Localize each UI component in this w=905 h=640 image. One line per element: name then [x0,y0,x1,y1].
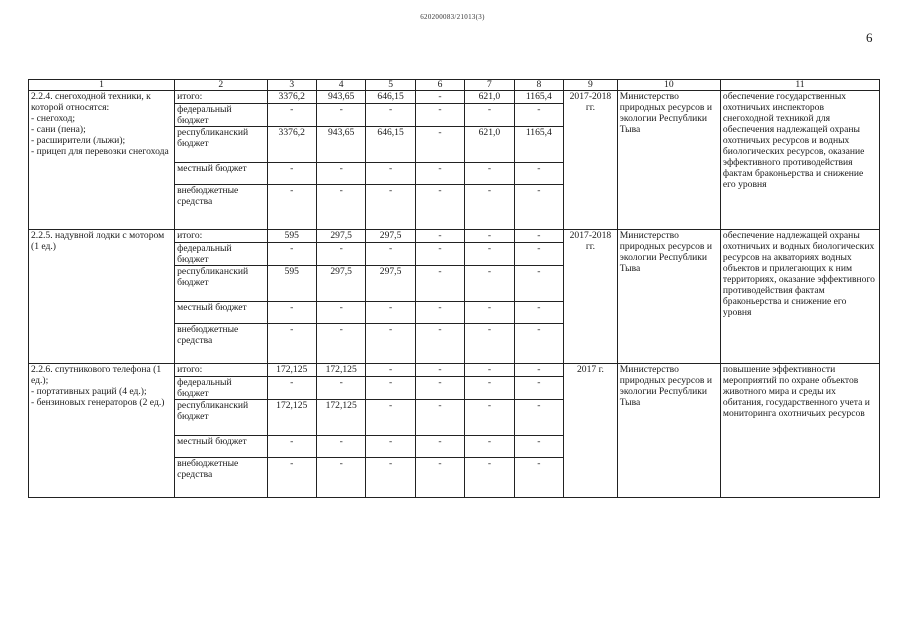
amount-cell: - [316,436,365,458]
amount-cell: - [366,458,415,498]
amount-cell: 297,5 [316,230,365,243]
amount-cell: - [415,377,464,400]
amount-cell: - [514,400,563,436]
document-code: 620200083/21013(3) [420,13,485,21]
period-cell: 2017 г. [564,364,618,498]
funding-source-label: итого: [175,364,267,377]
amount-cell: - [267,163,316,185]
amount-cell: - [465,266,514,302]
amount-cell: 297,5 [366,266,415,302]
amount-cell: 297,5 [316,266,365,302]
amount-cell: 595 [267,230,316,243]
amount-cell: - [415,185,464,230]
executor-cell: Министерство природных ресурсов и экологии Республики Тыва [617,230,720,364]
amount-cell: - [514,364,563,377]
header-cell: 3 [267,80,316,91]
amount-cell: - [267,324,316,364]
header-cell: 5 [366,80,415,91]
amount-cell: - [415,364,464,377]
amount-cell: - [366,436,415,458]
amount-cell: - [316,302,365,324]
funding-source-label: республиканский бюджет [175,400,267,436]
amount-cell: - [316,377,365,400]
amount-cell: - [267,377,316,400]
amount-cell: - [415,458,464,498]
amount-cell: 621,0 [465,127,514,163]
amount-cell: - [415,243,464,266]
table-row [29,230,880,243]
amount-cell: - [366,243,415,266]
amount-cell: - [366,302,415,324]
amount-cell: 172,125 [267,400,316,436]
amount-cell: 943,65 [316,91,365,104]
header-cell: 1 [29,80,175,91]
amount-cell: - [316,163,365,185]
header-cell: 6 [415,80,464,91]
amount-cell: - [415,400,464,436]
funding-source-label: итого: [175,230,267,243]
funding-source-label: федеральный бюджет [175,243,267,266]
section-title: 2.2.6. спутникового телефона (1 ед.); - портативных раций (4 ед.); - бензиновых генераторов (2 ед.) [29,364,175,498]
budget-table [28,79,880,498]
section-title: 2.2.4. снегоходной техники, к которой относятся: - снегоход; - сани (пена); - расширители (лыжи); - прицеп для перевозки снегохода [29,91,175,230]
header-cell: 11 [720,80,879,91]
amount-cell: - [465,185,514,230]
amount-cell: 172,125 [267,364,316,377]
funding-source-label: республиканский бюджет [175,127,267,163]
funding-source-label: итого: [175,91,267,104]
executor-cell: Министерство природных ресурсов и экологии Республики Тыва [617,91,720,230]
funding-source-label: внебюджетные средства [175,324,267,364]
header-cell: 2 [175,80,267,91]
amount-cell: 621,0 [465,91,514,104]
amount-cell: 595 [267,266,316,302]
amount-cell: - [465,436,514,458]
funding-source-label: местный бюджет [175,436,267,458]
amount-cell: - [514,377,563,400]
amount-cell: - [465,104,514,127]
funding-source-label: местный бюджет [175,163,267,185]
amount-cell: - [465,377,514,400]
amount-cell: - [514,458,563,498]
amount-cell: - [366,163,415,185]
page-number: 6 [866,30,873,45]
amount-cell: 1165,4 [514,127,563,163]
amount-cell: - [316,243,365,266]
amount-cell: - [415,436,464,458]
amount-cell: - [366,400,415,436]
amount-cell: - [366,185,415,230]
amount-cell: - [267,458,316,498]
amount-cell: - [514,243,563,266]
period-cell: 2017-2018 гг. [564,91,618,230]
amount-cell: - [267,104,316,127]
executor-cell: Министерство природных ресурсов и экологии Республики Тыва [617,364,720,498]
funding-source-label: внебюджетные средства [175,458,267,498]
amount-cell: - [465,302,514,324]
section-title: 2.2.5. надувной лодки с мотором (1 ед.) [29,230,175,364]
amount-cell: - [415,163,464,185]
amount-cell: - [465,364,514,377]
amount-cell: - [366,324,415,364]
amount-cell: - [267,436,316,458]
amount-cell: 3376,2 [267,127,316,163]
header-cell: 7 [465,80,514,91]
amount-cell: - [366,377,415,400]
amount-cell: - [415,91,464,104]
amount-cell: - [514,302,563,324]
amount-cell: - [514,436,563,458]
amount-cell: - [316,185,365,230]
header-cell: 9 [564,80,618,91]
amount-cell: - [366,364,415,377]
funding-source-label: федеральный бюджет [175,377,267,400]
header-cell: 10 [617,80,720,91]
amount-cell: - [366,104,415,127]
result-cell: повышение эффективности мероприятий по охране объектов животного мира и среды их обитания, государственного учета и мониторинга охотничьих ресурсов [720,364,879,498]
result-cell: обеспечение надлежащей охраны охотничьих и водных биологических ресурсов на акваториях водных объектов и прилегающих к ним территориях, оказание эффективного противодействия фактам браконьерства и снижение его уровня [720,230,879,364]
amount-cell: 646,15 [366,91,415,104]
amount-cell: - [465,458,514,498]
amount-cell: - [415,324,464,364]
period-cell: 2017-2018 гг. [564,230,618,364]
amount-cell: - [514,324,563,364]
amount-cell: 297,5 [366,230,415,243]
header-row [29,80,880,91]
amount-cell: - [465,163,514,185]
amount-cell: - [316,324,365,364]
amount-cell: - [267,243,316,266]
table-row [29,91,880,104]
funding-source-label: местный бюджет [175,302,267,324]
amount-cell: - [514,230,563,243]
amount-cell: - [465,400,514,436]
amount-cell: - [465,324,514,364]
funding-source-label: республиканский бюджет [175,266,267,302]
amount-cell: - [415,230,464,243]
funding-source-label: внебюджетные средства [175,185,267,230]
header-cell: 4 [316,80,365,91]
table-row [29,364,880,377]
amount-cell: - [267,302,316,324]
result-cell: обеспечение государственных охотничьих инспекторов снегоходной техникой для обеспечения надлежащей охраны охотничьих ресурсов и водных биологических ресурсов, оказание эффективного противодействия фактам браконьерства и снижение его уровня [720,91,879,230]
amount-cell: - [415,127,464,163]
amount-cell: - [415,302,464,324]
amount-cell: - [415,104,464,127]
amount-cell: - [514,185,563,230]
amount-cell: - [316,458,365,498]
amount-cell: 1165,4 [514,91,563,104]
amount-cell: 943,65 [316,127,365,163]
amount-cell: - [514,104,563,127]
amount-cell: - [267,185,316,230]
amount-cell: 172,125 [316,364,365,377]
amount-cell: - [316,104,365,127]
amount-cell: - [465,243,514,266]
amount-cell: 172,125 [316,400,365,436]
amount-cell: - [514,266,563,302]
funding-source-label: федеральный бюджет [175,104,267,127]
header-cell: 8 [514,80,563,91]
amount-cell: - [415,266,464,302]
amount-cell: - [514,163,563,185]
amount-cell: - [465,230,514,243]
amount-cell: 646,15 [366,127,415,163]
amount-cell: 3376,2 [267,91,316,104]
